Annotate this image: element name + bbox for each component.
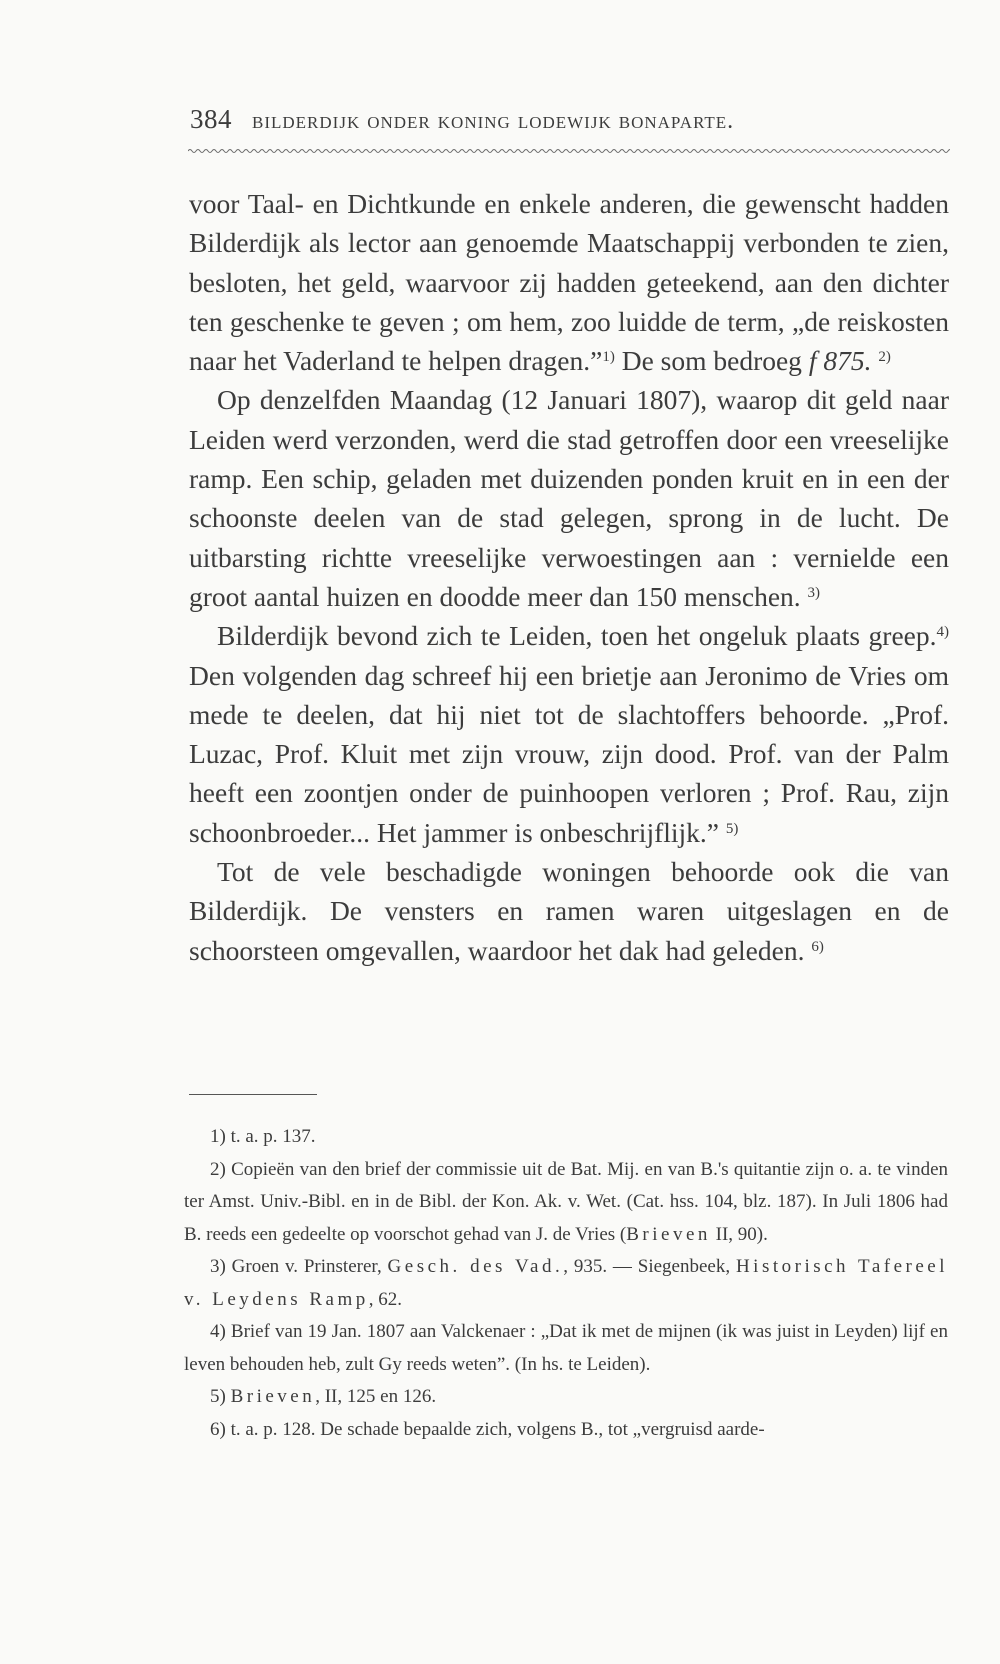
footnote-2 bbox=[184, 1154, 948, 1252]
paragraph-4 bbox=[189, 852, 949, 970]
footnote-3-text-a: 3) Groen v. Prinsterer, bbox=[210, 1256, 388, 1277]
footnote-ref-2-number: 2 bbox=[878, 349, 886, 366]
footnote-3-spaced-title-1: Gesch. des Vad. bbox=[387, 1256, 564, 1277]
footnote-ref-6: 6) bbox=[811, 938, 824, 955]
footnote-ref-4-number: 4 bbox=[936, 624, 944, 641]
footnote-ref-2: 2) bbox=[878, 349, 891, 366]
footnote-separator bbox=[189, 1094, 317, 1095]
footnote-2-end: II, 90). bbox=[710, 1223, 768, 1245]
footnote-4: 4) Brief van 19 Jan. 1807 aan Valckenaer : „Dat ik met de mijnen (ik was juist in Leyden) lijf en leven behouden heb, zult Gy reeds weten”. (In hs. te Leiden). bbox=[184, 1321, 948, 1375]
paragraph-3 bbox=[189, 616, 949, 852]
running-header bbox=[190, 104, 950, 135]
running-title: bilderdijk onder koning lodewijk bonaparte. bbox=[252, 108, 735, 134]
footnote-3-text-c: , 62. bbox=[368, 1288, 403, 1310]
wavy-rule bbox=[188, 146, 950, 156]
footnote-ref-3: 3) bbox=[807, 584, 821, 601]
amount: f 875. bbox=[808, 345, 872, 377]
footnote-ref-6-number: 6 bbox=[811, 938, 819, 955]
paragraph-1 bbox=[189, 184, 949, 380]
footnote-ref-5: 5) bbox=[725, 820, 739, 837]
footnote-3 bbox=[184, 1251, 948, 1316]
footnotes bbox=[184, 1121, 948, 1446]
footnote-2-spaced-title: Brieven bbox=[626, 1223, 711, 1245]
footnote-2-text: 2) Copieën van den brief der commissie uit de Bat. Mij. en van B.'s quitantie zijn o. a. te vinden ter Amst. Univ.-Bibl. en in de Bibl. der Kon. Ak. v. Wet. (Cat. hss. 104, blz. 187). In Juli 1806 had B. reeds een gedeelte op voorschot gehad van J. de Vries ( bbox=[184, 1158, 948, 1245]
footnote-ref-5-number: 5 bbox=[725, 820, 734, 837]
footnote-5 bbox=[184, 1381, 948, 1414]
paragraph-1-mid: De som bedroeg bbox=[614, 345, 809, 377]
page-number: 384 bbox=[190, 104, 232, 134]
footnote-ref-1-number: 1 bbox=[602, 349, 610, 366]
footnote-5-text-a: 5) bbox=[210, 1386, 231, 1407]
paragraph-3-text-b: Den volgenden dag schreef hij een brietje aan Jeronimo de Vries om mede te deelen, dat hij niet tot de slachtoffers behoorde. „Prof. Luzac, Prof. Kluit met zijn vrouw, zijn dood. Prof. van der Palm heeft een zoontjen onder de puinhoopen verloren ; Prof. Rau, zijn schoonbroeder... Het jammer is onbeschrijflijk.” bbox=[189, 659, 949, 848]
footnote-ref-1: 1) bbox=[602, 349, 615, 366]
footnote-ref-3-number: 3 bbox=[807, 584, 816, 601]
footnote-3-spaced-title-2: Historisch Tafereel v. Leydens Ramp bbox=[184, 1256, 949, 1310]
footnote-1: 1) t. a. p. 137. bbox=[210, 1126, 316, 1147]
paragraph-3-text-a: Bilderdijk bevond zich te Leiden, toen het ongeluk plaats greep. bbox=[217, 620, 937, 652]
paragraph-2 bbox=[189, 380, 949, 616]
footnote-5-spaced-title: Brieven bbox=[230, 1386, 316, 1407]
paragraph-2-text: Op denzelfden Maandag (12 Januari 1807), waarop dit geld naar Leiden werd verzonden, werd die stad getroffen door een vreeselijke ramp. Een schip, geladen met duizenden ponden kruit en in een der schoonste deelen van de stad gelegen, sprong in de lucht. De uitbarsting richtte vreeselijke verwoestingen aan : vernielde een groot aantal huizen en doodde meer dan 150 menschen. bbox=[189, 384, 949, 612]
footnote-5-text-b: , II, 125 en 126. bbox=[315, 1386, 437, 1407]
footnote-3-text-b: , 935. — Siegenbeek, bbox=[563, 1256, 736, 1277]
footnote-ref-4: 4) bbox=[936, 624, 949, 641]
paragraph-4-text: Tot de vele beschadigde woningen behoorde ook die van Bilderdijk. De vensters en ramen waren uitgeslagen en de schoorsteen omgevallen, waardoor het dak had geleden. bbox=[189, 856, 949, 966]
paragraph-1-text: voor Taal- en Dichtkunde en enkele anderen, die gewenscht hadden Bilderdijk als lector aan genoemde Maatschappij verbonden te zien, besloten, het geld, waarvoor zij hadden geteekend, aan den dichter ten geschenke te geven ; om hem, zoo luidde de term, „de reiskosten naar het Vaderland te helpen dragen.” bbox=[189, 188, 949, 377]
main-text bbox=[189, 184, 949, 970]
footnote-6: 6) t. a. p. 128. De schade bepaalde zich, volgens B., tot „vergruisd aarde- bbox=[210, 1418, 765, 1440]
